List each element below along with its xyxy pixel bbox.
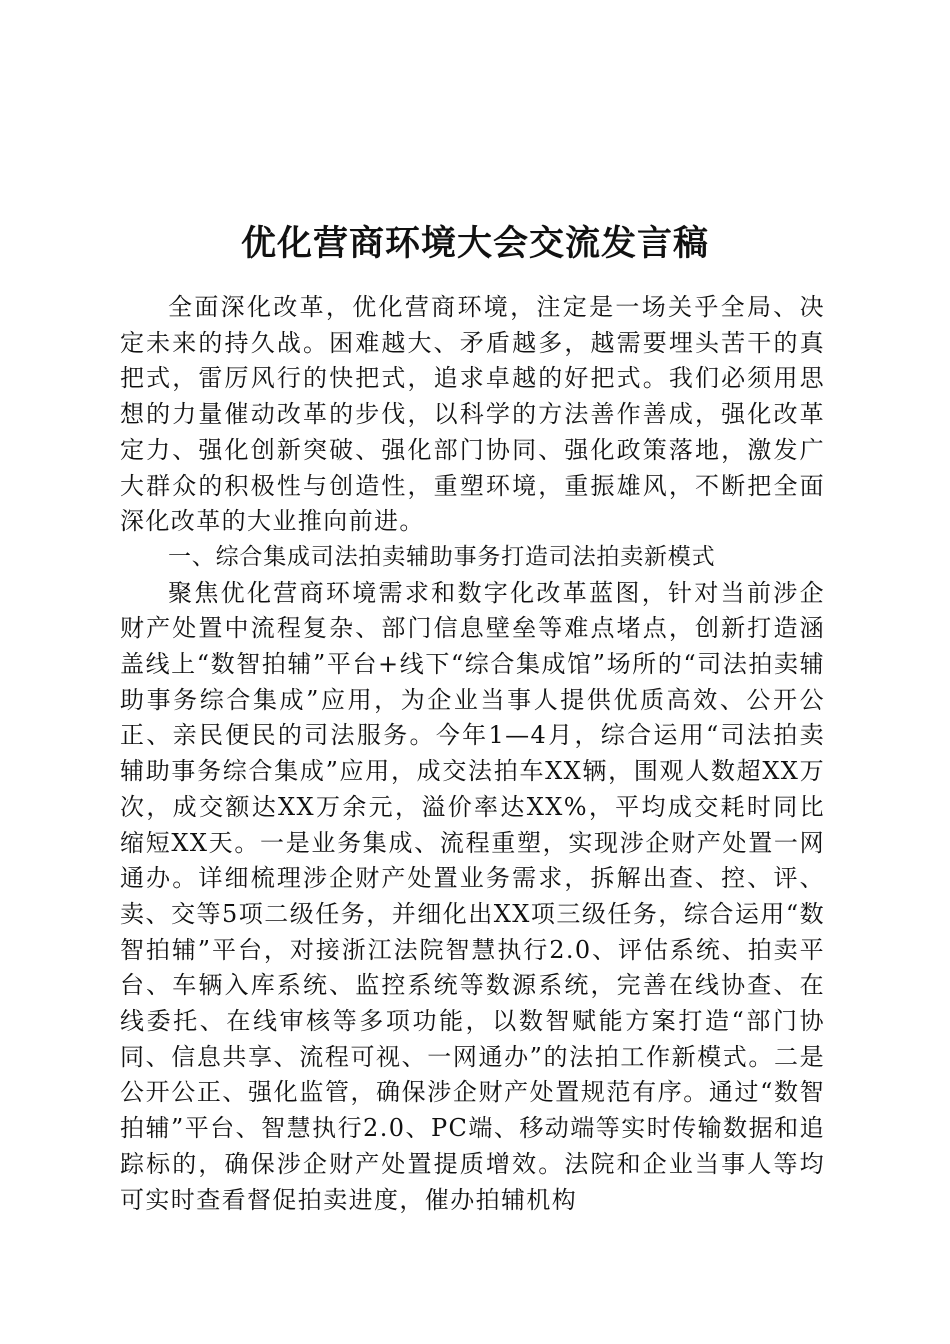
section-1-paragraph: 聚焦优化营商环境需求和数字化改革蓝图，针对当前涉企财产处置中流程复杂、部门信息壁垒等难点堵点，创新打造涵盖线上“数智拍辅”平台+线下“综合集成馆”场所的“司法拍卖辅助事务综合集成”应用，为企业当事人提供优质高效、公开公正、亲民便民的司法服务。今年1—4月，综合运用“司法拍卖辅助事务综合集成”应用，成交法拍车XX辆，围观人数超XX万次，成交额达XX万余元，溢价率达XX%，平均成交耗时同比缩短XX天。一是业务集成、流程重塑，实现涉企财产处置一网通办。详细梳理涉企财产处置业务需求，拆解出查、控、评、卖、交等5项二级任务，并细化出XX项三级任务，综合运用“数智拍辅”平台，对接浙江法院智慧执行2.0、评估系统、拍卖平台、车辆入库系统、监控系统等数源系统，完善在线协查、在线委托、在线审核等多项功能，以数智赋能方案打造“部门协同、信息共享、流程可视、一网通办”的法拍工作新模式。二是公开公正、强化监管，确保涉企财产处置规范有序。通过“数智拍辅”平台、智慧执行2.0、PC端、移动端等实时传输数据和追踪标的，确保涉企财产处置提质增效。法院和企业当事人等均可实时查看督促拍卖进度，催办拍辅机构 bbox=[120, 578, 825, 1214]
intro-paragraph: 全面深化改革，优化营商环境，注定是一场关乎全局、决定未来的持久战。困难越大、矛盾越多，越需要埋头苦干的真把式，雷厉风行的快把式，追求卓越的好把式。我们必须用思想的力量催动改革的步伐，以科学的方法善作善成，强化改革定力、强化创新突破、强化部门协同、强化政策落地，激发广大群众的积极性与创造性，重塑环境，重振雄风，不断把全面深化改革的大业推向前进。 bbox=[120, 293, 825, 536]
document-title: 优化营商环境大会交流发言稿 bbox=[240, 223, 709, 265]
document-body bbox=[120, 290, 825, 1218]
section-heading-1: 一、综合集成司法拍卖辅助事务打造司法拍卖新模式 bbox=[168, 543, 716, 570]
